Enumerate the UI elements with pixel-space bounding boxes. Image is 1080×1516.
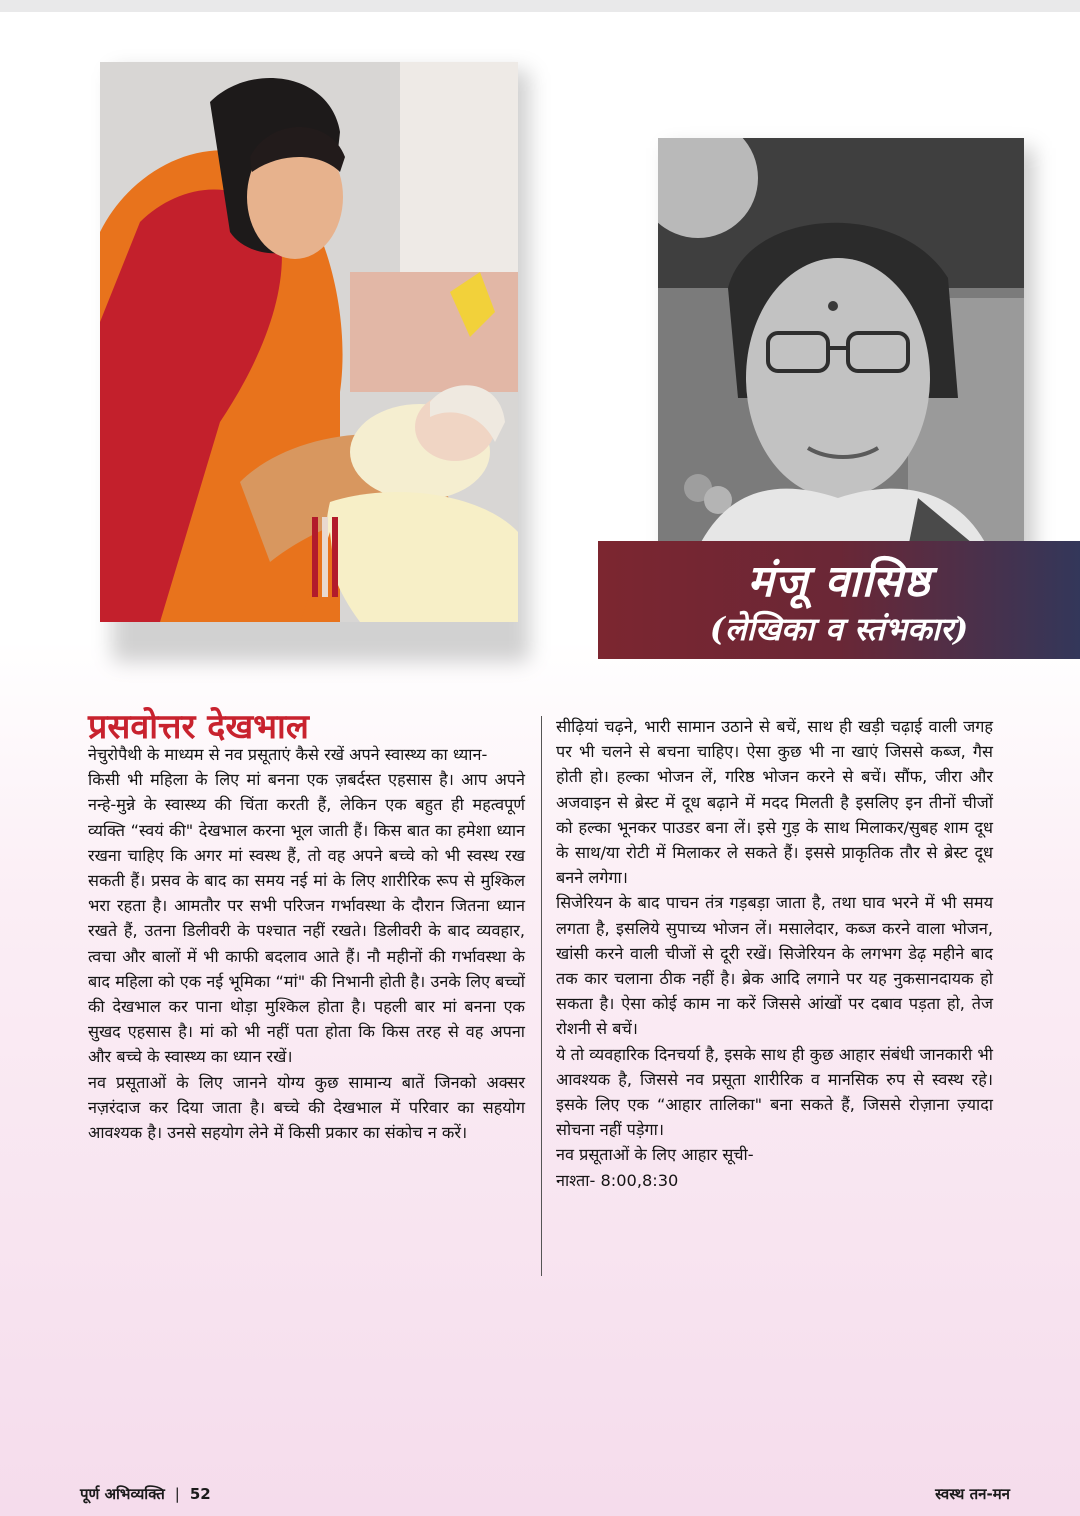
article-paragraph: नव प्रसूताओं के लिए आहार सूची- — [556, 1145, 754, 1165]
page-number: 52 — [189, 1485, 211, 1503]
article-paragraph: सीढ़ियां चढ़ने, भारी सामान उठाने से बचें, साथ ही खड़ी चढ़ाई वाली जगह पर भी चलने से बचना चाहिए। ऐसा कुछ भी ना खाएं जिससे कब्ज, गैस होती हो। हल्का भोजन लें, गरिष्ठ भोजन करने से बचें। सौंफ, जीरा और अजवाइन से ब्रेस्ट में दूध बढ़ाने में मदद मिलती है इसलिए इन तीनों चीजों को हल्का भूनकर पाउडर बना लें। इसे गुड़ के साथ मिलाकर/सुबह शाम दूध के साथ/या रोटी में मिलाकर ले सकते हैं। इससे प्राकृतिक तौर से ब्रेस्ट दूध बनने लगेगा। — [556, 717, 993, 888]
author-portrait-illustration — [658, 138, 1024, 548]
article-paragraph: किसी भी महिला के लिए मां बनना एक ज़बर्दस्त एहसास है। आप अपने नन्हे-मुन्ने के स्वास्थ्य की चिंता करती हैं, लेकिन एक बहुत ही महत्वपूर्ण व्यक्ति “स्वयं की" देखभाल करना भूल जाती हैं। किस बात का हमेशा ध्यान रखना चाहिए कि अगर मां स्वस्थ हैं, तो वह अपने बच्चे को भी स्वस्थ रख सकती हैं। प्रसव के बाद का समय नई मां के लिए शारीरिक रूप से मुश्किल भरा रहता है। आमतौर पर सभी परिजन गर्भावस्था के दौरान जितना ध्यान रखते हैं, उतना डिलीवरी के पश्चात नहीं रखते। डिलीवरी के बाद व्यवहार, त्वचा और बालों में भी काफी बदलाव आते हैं। नौ महीनों की गर्भावस्था के बाद महिला को एक नई भूमिका “मां" की निभानी होती है। उनके लिए बच्चों की देखभाल कर पाना थोड़ा मुश्किल होता है। पहली बार मां बनना एक सुखद एहसास है। मां को भी नहीं पता होता कि किस तरह से वह अपना और बच्चे के स्वास्थ्य का ध्यान रखें। — [88, 770, 525, 1067]
top-border-strip — [0, 0, 1080, 12]
article-title: प्रसवोत्तर देखभाल — [88, 707, 309, 747]
author-role: (लेखिका व स्तंभकार) — [709, 610, 969, 648]
article-paragraph: नव प्रसूताओं के लिए जानने योग्य कुछ सामान्य बातें जिनको अक्सर नज़रंदाज कर दिया जाता है। बच्चे की देखभाल में परिवार का सहयोग आवश्यक है। उनसे सहयोग लेने में किसी प्रकार का संकोच न करें। — [88, 1072, 525, 1143]
mother-with-baby-photo — [100, 62, 518, 622]
author-name: मंजू वासिष्ठ — [747, 556, 931, 607]
article-paragraph: सिजेरियन के बाद पाचन तंत्र गड़बड़ा जाता है, तथा घाव भरने में भी समय लगता है, इसलिये सुपाच्य भोजन लें। मसालेदार, कब्ज करने वाला भोजन, खांसी करने वाली चीजों से दूरी रखें। सिजेरियन के लगभग डेढ़ महीने बाद तक कार चलाना ठीक नहीं है। ब्रेक आदि लगाने पर यह नुकसानदायक हो सकता है। ऐसा कोई काम ना करें जिससे आंखों पर दबाव पड़ता हो, तेज रोशनी से बचें। — [556, 893, 993, 1039]
magazine-name: पूर्ण अभिव्यक्ति — [80, 1485, 165, 1503]
article-paragraph: नाश्ता- 8:00,8:30 — [556, 1170, 679, 1190]
article-paragraph: ये तो व्यवहारिक दिनचर्या है, इसके साथ ही कुछ आहार संबंधी जानकारी भी आवश्यक है, जिससे नव प्रसूता शारीरिक व मानसिक रुप से स्वस्थ रहे। इसके लिए एक “आहार तालिका" बना सकते हैं, जिससे रोज़ाना ज़्यादा सोचना नहीं पड़ेगा। — [556, 1044, 993, 1140]
footer-section: स्वस्थ तन-मन — [935, 1485, 1010, 1503]
article-column-left — [88, 742, 525, 1145]
author-name-banner — [598, 541, 1080, 659]
footer-magazine — [80, 1484, 211, 1504]
author-portrait — [658, 138, 1024, 548]
article-column-right — [556, 714, 993, 1193]
column-divider — [541, 716, 542, 1276]
footer-separator: | — [174, 1485, 180, 1503]
article-paragraph: नेचुरोपैथी के माध्यम से नव प्रसूताएं कैसे रखें अपने स्वास्थ्य का ध्यान- — [88, 745, 488, 764]
mother-with-baby-illustration — [100, 62, 518, 622]
